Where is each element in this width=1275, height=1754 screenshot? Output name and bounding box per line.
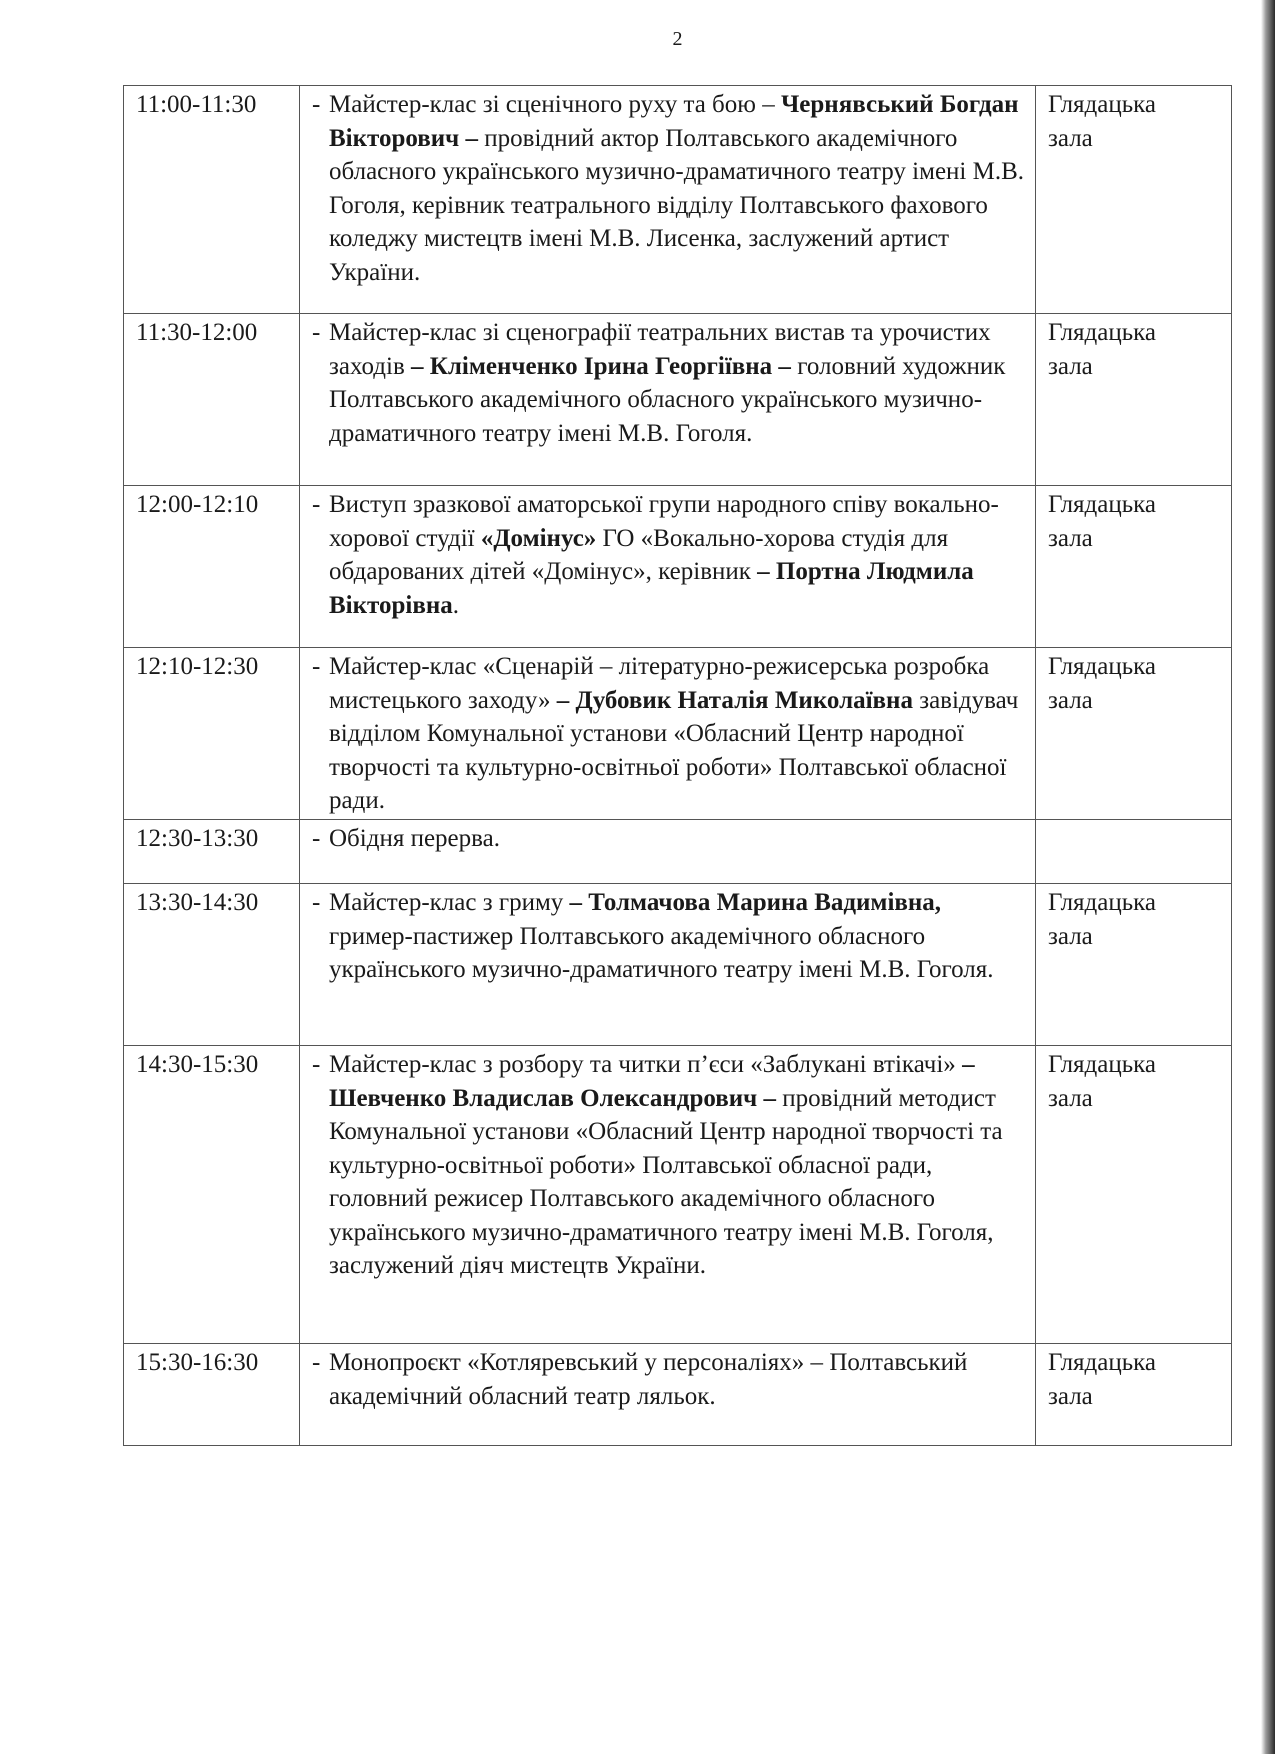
time-cell: 12:30-13:30 <box>124 820 300 884</box>
venue-line: Глядацька <box>1048 653 1157 680</box>
event-description <box>300 648 1036 820</box>
venue-line: Глядацька <box>1048 1349 1157 1376</box>
list-dash: - <box>312 889 321 916</box>
event-text: гример-пастижер Полтавського академічного обласного українського музично-драматичного театру імені М.В. Гоголя. <box>329 922 994 983</box>
venue-cell <box>1036 884 1232 1046</box>
venue-line: Глядацька <box>1048 889 1157 916</box>
list-dash: - <box>312 653 321 680</box>
event-text: Майстер-клас «Сценарій – літературно-режисерська розробка мистецького заходу» <box>329 653 990 714</box>
list-dash: - <box>312 1051 321 1078</box>
venue-cell <box>1036 648 1232 820</box>
event-text: Майстер-клас зі сценічного руху та бою – <box>329 91 781 118</box>
list-dash: - <box>312 91 321 118</box>
time-cell: 13:30-14:30 <box>124 884 300 1046</box>
event-description <box>300 486 1036 648</box>
list-dash: - <box>312 1349 321 1376</box>
venue-line: Глядацька <box>1048 1051 1157 1078</box>
venue-line: Глядацька <box>1048 319 1157 346</box>
venue-line: Глядацька <box>1048 491 1157 518</box>
event-description <box>300 884 1036 1046</box>
event-text: Майстер-клас з розбору та читки п’єси «Заблукані втікачі» <box>329 1051 963 1078</box>
event-description <box>300 1046 1036 1344</box>
event-text: Монопроєкт «Котляревський у персоналіях» – <box>329 1349 824 1376</box>
list-dash: - <box>312 319 321 346</box>
event-description <box>300 1344 1036 1446</box>
time-cell: 14:30-15:30 <box>124 1046 300 1344</box>
presenter-name: – Шевченко Владислав Олександрович – <box>329 1051 975 1112</box>
schedule-row <box>124 1344 1232 1446</box>
venue-line: Глядацька <box>1048 91 1157 118</box>
event-text: завідувач відділом Комунальної установи «Обласний Центр народної творчості та культурно-освітньої роботи» Полтавської обласної ради. <box>329 686 1019 814</box>
time-cell: 12:10-12:30 <box>124 648 300 820</box>
venue-cell <box>1036 314 1232 486</box>
event-description <box>300 314 1036 486</box>
time-cell: 11:30-12:00 <box>124 314 300 486</box>
event-text: Майстер-клас зі сценографії театральних вистав та урочистих заходів <box>329 319 991 380</box>
venue-cell <box>1036 1046 1232 1344</box>
time-cell: 11:00-11:30 <box>124 86 300 314</box>
venue-line: зала <box>1048 1382 1093 1410</box>
venue-line: зала <box>1048 124 1093 152</box>
scan-edge-shadow <box>1261 0 1275 1754</box>
venue-line: зала <box>1048 524 1093 552</box>
event-text: Майстер-клас з гриму <box>329 889 570 916</box>
schedule-row <box>124 648 1232 820</box>
schedule-row <box>124 86 1232 314</box>
event-text: Обідня перерва. <box>329 825 500 852</box>
venue-cell <box>1036 486 1232 648</box>
event-text: головний художник Полтавського академічного обласного українського музично-драматичного театру імені М.В. Гоголя. <box>329 352 1006 447</box>
venue-line: зала <box>1048 1084 1093 1112</box>
venue-line: зала <box>1048 686 1093 714</box>
presenter-name: – Толмачова Марина Вадимівна, <box>569 889 942 916</box>
event-text: Полтавський академічний обласний театр ляльок. <box>329 1349 968 1410</box>
venue-cell <box>1036 1344 1232 1446</box>
schedule-row <box>124 884 1232 1046</box>
event-description <box>300 820 1036 884</box>
event-text: провідний методист Комунальної установи «Обласний Центр народної творчості та культурно-освітньої роботи» Полтавської обласної ради, головний режисер Полтавського академічного обласного українського музично-драматичного театру імені М.В. Гоголя, заслужений діяч мистецтв України. <box>329 1084 1003 1279</box>
event-text: провідний актор Полтавського академічного обласного українського музично-драматичного театру імені М.В. Гоголя, керівник театрального відділу Полтавського фахового коледжу мистецтв імені М.В. Лисенка, заслужений артист України. <box>329 124 1025 286</box>
list-dash: - <box>312 491 321 518</box>
schedule-row <box>124 820 1232 884</box>
venue-cell <box>1036 86 1232 314</box>
presenter-name: Чернявський Богдан Вікторович – <box>329 91 1019 152</box>
presenter-name: – Дубовик Наталія Миколаївна <box>556 686 913 714</box>
schedule-row <box>124 1046 1232 1344</box>
list-dash: - <box>312 825 321 852</box>
schedule-row <box>124 486 1232 648</box>
venue-cell <box>1036 820 1232 884</box>
presenter-name: – Кліменченко Ірина Георгіївна – <box>411 352 791 380</box>
event-text: . <box>452 591 459 619</box>
venue-line: зала <box>1048 352 1093 380</box>
event-description <box>300 86 1036 314</box>
page-number: 2 <box>672 28 683 50</box>
group-name: «Домінус» <box>480 524 597 552</box>
schedule-row <box>124 314 1232 486</box>
event-text: ГО «Вокально-хорова студія для обдарованих дітей «Домінус», керівник <box>329 524 949 585</box>
event-text: Виступ зразкової аматорської групи народного співу вокально-хорової студії <box>329 491 999 552</box>
schedule-table <box>123 85 1232 1446</box>
presenter-name: – Портна Людмила Вікторівна <box>329 558 974 619</box>
time-cell: 15:30-16:30 <box>124 1344 300 1446</box>
time-cell: 12:00-12:10 <box>124 486 300 648</box>
venue-line: зала <box>1048 922 1093 950</box>
